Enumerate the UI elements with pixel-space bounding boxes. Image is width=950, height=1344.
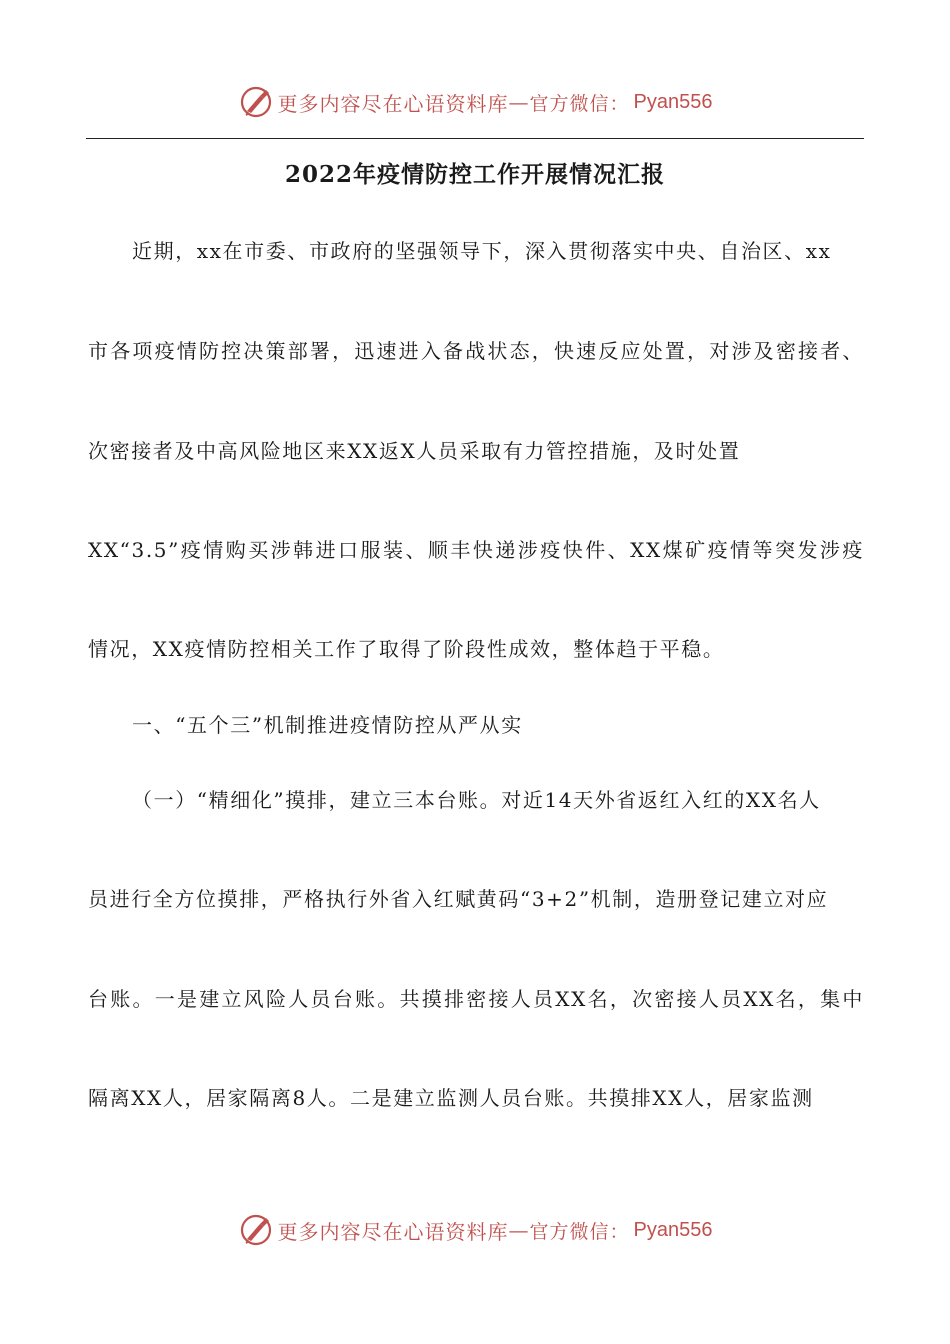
footer-banner-label: 官方微信： xyxy=(529,1220,630,1243)
paragraph-line: XX“3.5”疫情购买涉韩进口服装、顺丰快递涉疫快件、XX煤矿疫情等突发涉疫 xyxy=(88,538,864,562)
paragraph-line: 情况，XX疫情防控相关工作了取得了阶段性成效，整体趋于平稳。 xyxy=(88,637,725,661)
footer-banner-dash: — xyxy=(508,1218,530,1242)
paragraph-line: 隔离XX人，居家隔离8人。二是建立监测人员台账。共摸排XX人，居家监测 xyxy=(88,1086,814,1110)
footer-banner xyxy=(0,1208,950,1252)
pen-logo-icon xyxy=(238,1212,274,1248)
paragraph-line: 次密接者及中高风险地区来XX返X人员采取有力管控措施，及时处置 xyxy=(88,439,741,463)
header-banner-dash: — xyxy=(508,90,530,114)
header-banner xyxy=(0,80,950,124)
header-banner-label: 官方微信： xyxy=(529,92,630,115)
paragraph-line: 市各项疫情防控决策部署，迅速进入备战状态，快速反应处置，对涉及密接者、 xyxy=(88,339,864,363)
document-title: 2022年疫情防控工作开展情况汇报 xyxy=(284,161,665,188)
section-heading: 一、“五个三”机制推进疫情防控从严从实 xyxy=(132,713,523,737)
paragraph-line: （一）“精细化”摸排，建立三本台账。对近14天外省返红入红的XX名人 xyxy=(132,788,821,812)
footer-banner-id: Pyan556 xyxy=(633,1218,713,1241)
pen-logo-icon xyxy=(238,84,274,120)
header-banner-id: Pyan556 xyxy=(633,90,713,113)
paragraph-line: 近期，xx在市委、市政府的坚强领导下，深入贯彻落实中央、自治区、xx xyxy=(132,239,832,263)
footer-banner-text: 更多内容尽在心语资料库 xyxy=(277,1219,509,1244)
header-banner-text: 更多内容尽在心语资料库 xyxy=(277,91,509,116)
paragraph-line: 员进行全方位摸排，严格执行外省入红赋黄码“3+2”机制，造册登记建立对应 xyxy=(88,887,829,911)
paragraph-line: 台账。一是建立风险人员台账。共摸排密接人员XX名，次密接人员XX名，集中 xyxy=(88,987,864,1011)
header-divider xyxy=(86,138,864,139)
